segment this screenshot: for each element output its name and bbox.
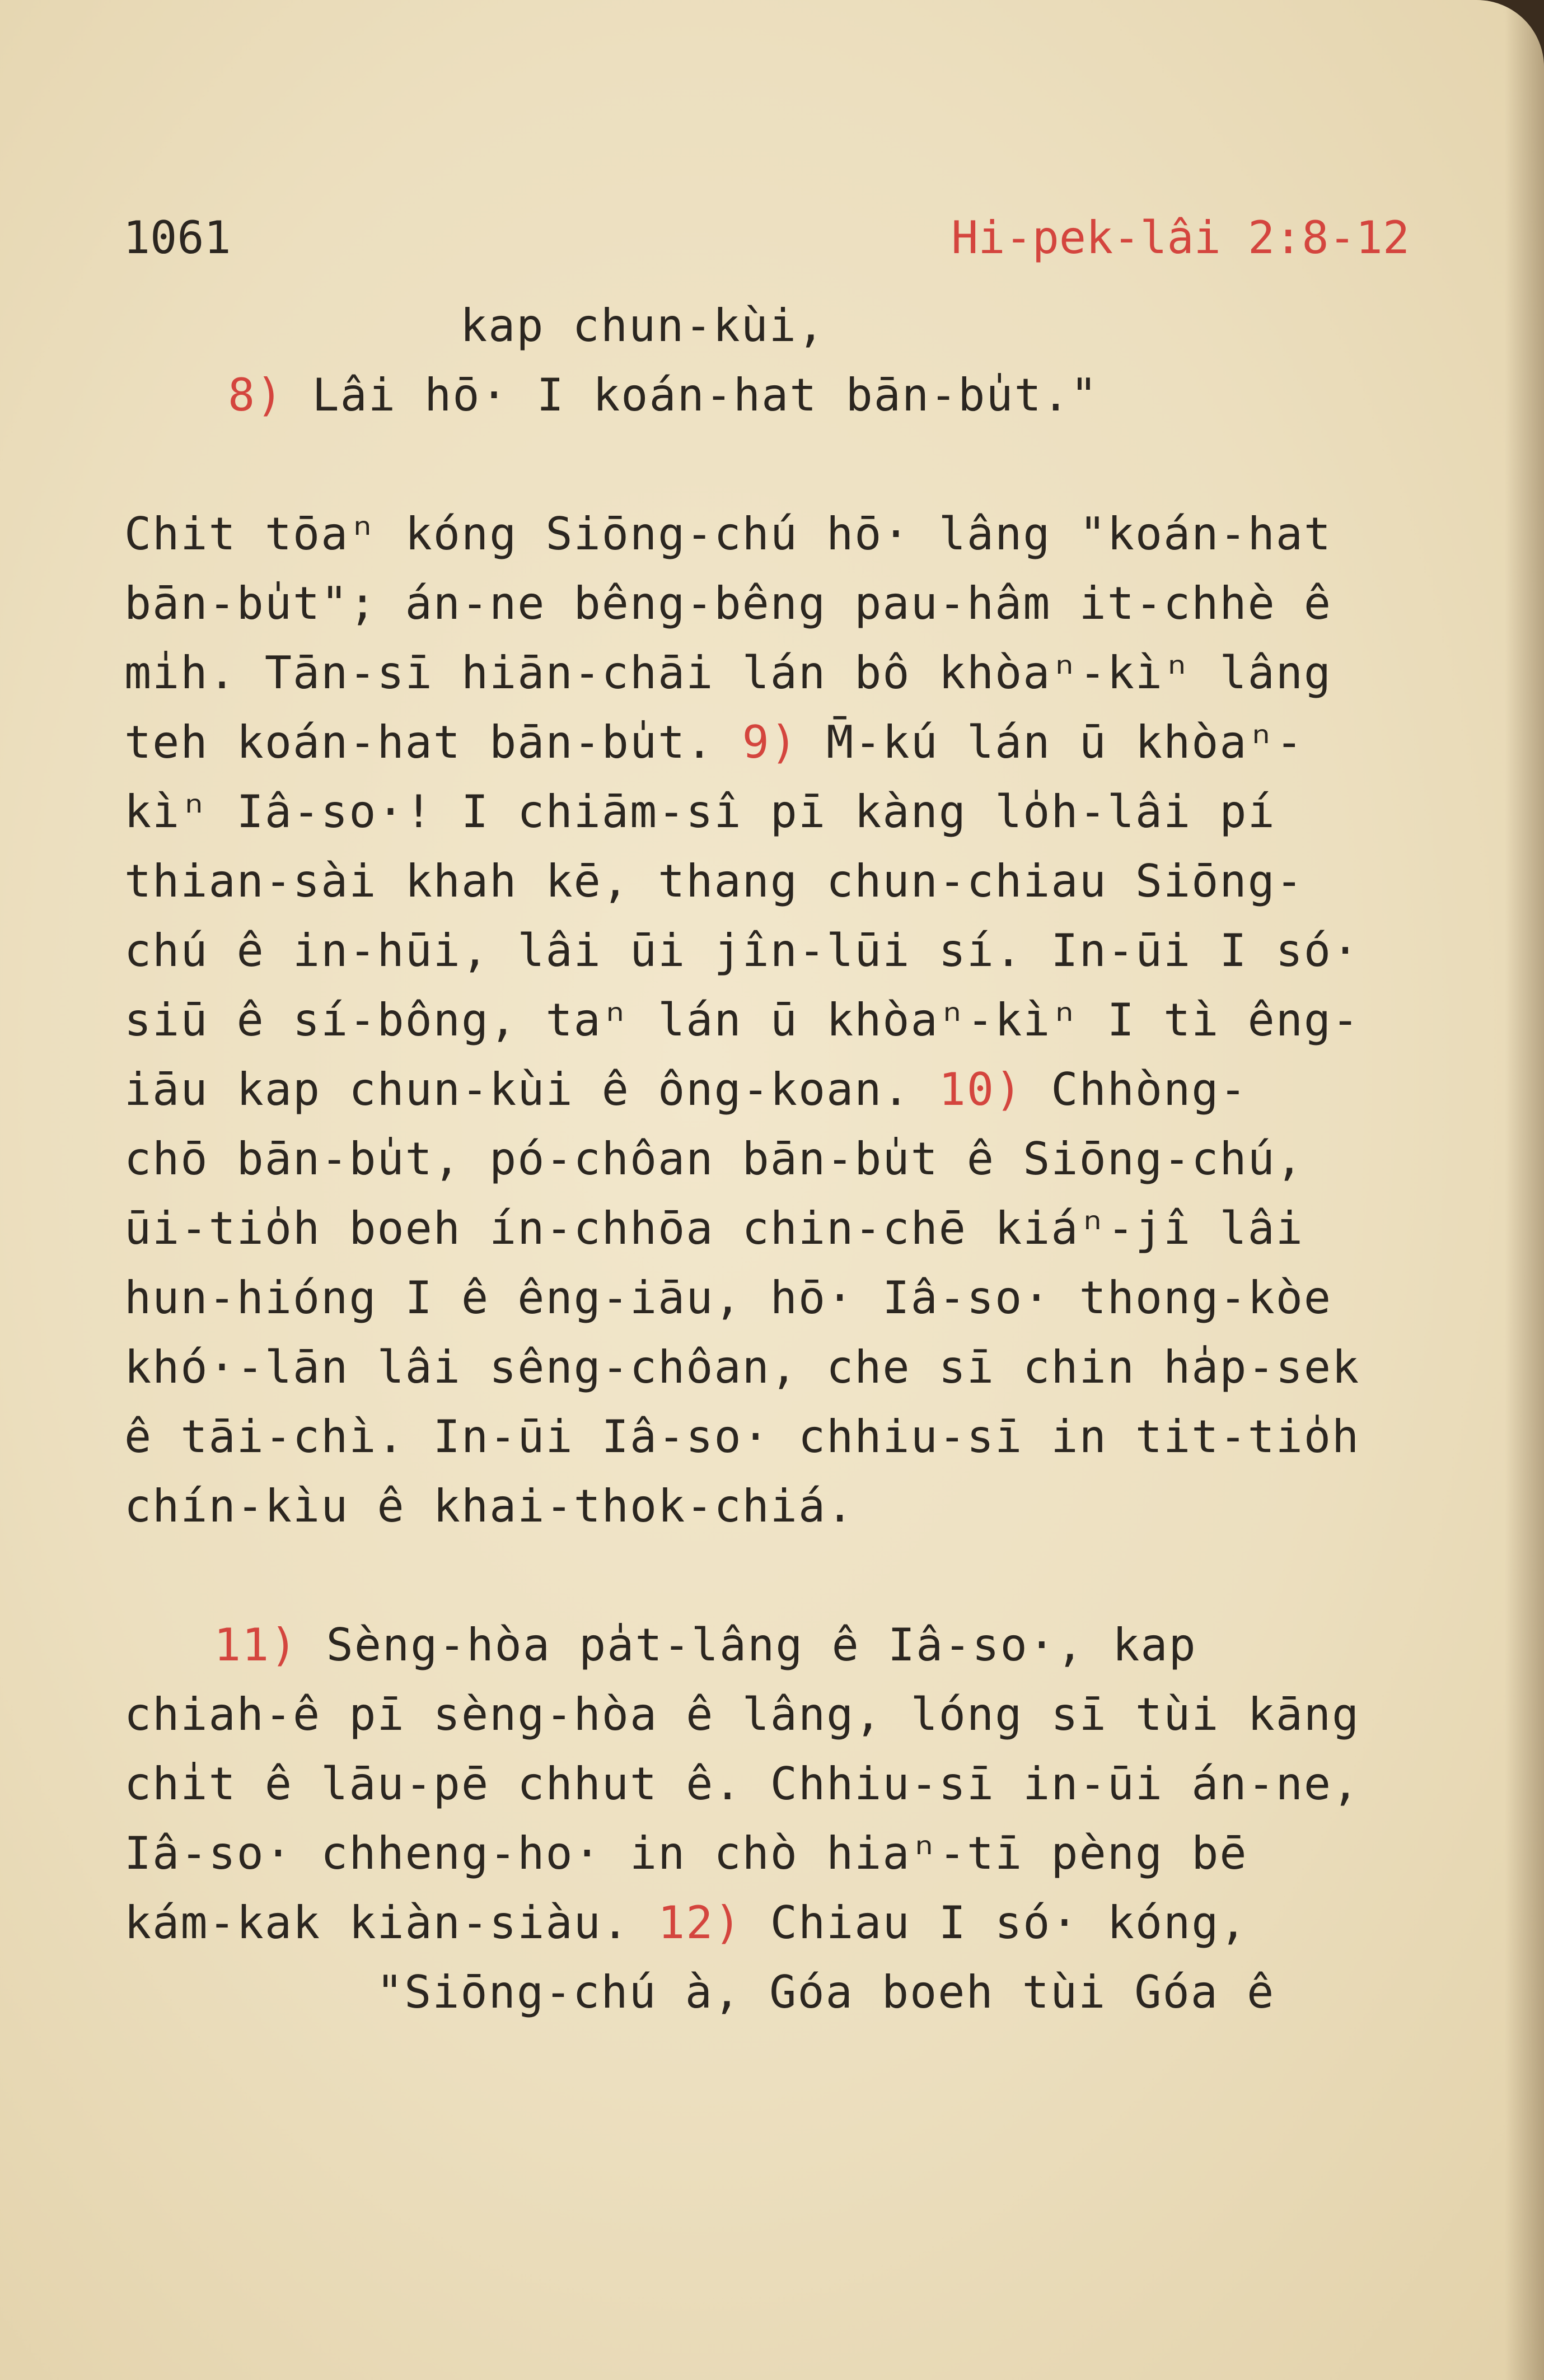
page-header <box>123 207 1410 269</box>
text-line <box>124 1124 1412 1194</box>
text-segment: siū ê sí-bông, taⁿ lán ū khòaⁿ-kìⁿ I tì êng- <box>124 994 1360 1046</box>
text-line <box>124 1680 1412 1749</box>
text-segment: Chiau I só· kóng, <box>742 1897 1248 1949</box>
verse-number: 9) <box>742 716 798 768</box>
paragraph-gap <box>124 430 1412 500</box>
text-segment: Sèng-hòa pa̍t-lâng ê Iâ-so·, kap <box>298 1619 1197 1671</box>
text-segment: chō bān-bu̍t, pó-chôan bān-bu̍t ê Siōng-chú, <box>124 1133 1304 1185</box>
text-line <box>124 916 1412 986</box>
text-segment: thian-sài khah kē, thang chun-chiau Siōng- <box>124 855 1304 907</box>
body-text <box>124 291 1412 2027</box>
text-segment: kap chun-kùi, <box>460 300 826 352</box>
verse-number: 8) <box>228 369 284 421</box>
text-segment: mi̍h. Tān-sī hiān-chāi lán bô khòaⁿ-kìⁿ lâng <box>124 647 1332 699</box>
text-line <box>124 1055 1412 1124</box>
text-line <box>124 777 1412 847</box>
page-edge-shadow <box>1505 0 1544 2380</box>
text-line <box>124 1263 1412 1333</box>
text-line <box>124 291 1412 361</box>
text-segment: ê tāi-chì. In-ūi Iâ-so· chhiu-sī in tit-tio̍h <box>124 1411 1360 1463</box>
text-segment: Chit tōaⁿ kóng Siōng-chú hō· lâng "koán-hat <box>124 508 1332 560</box>
text-line <box>124 1402 1412 1472</box>
text-segment: Lâi hō· I koán-hat bān-bu̍t." <box>284 369 1099 421</box>
text-segment: Iâ-so· chheng-ho· in chò hiaⁿ-tī pèng bē <box>124 1827 1248 1879</box>
text-segment: chi̍t ê lāu-pē chhut ê. Chhiu-sī in-ūi án-ne, <box>124 1758 1360 1810</box>
text-segment: kám-kak kiàn-siàu. <box>124 1897 658 1949</box>
text-line <box>124 638 1412 708</box>
text-segment: bān-bu̍t"; án-ne bêng-bêng pau-hâm it-chhè ê <box>124 577 1332 629</box>
text-segment: iāu kap chun-kùi ê ông-koan. <box>124 1063 939 1116</box>
text-line <box>124 1888 1412 1958</box>
text-line <box>124 1611 1412 1680</box>
text-segment: khó·-lān lâi sêng-chôan, che sī chin ha̍p-sek <box>124 1341 1360 1393</box>
text-line <box>124 847 1412 916</box>
text-line <box>124 361 1412 430</box>
text-line <box>124 569 1412 638</box>
text-line <box>124 1819 1412 1888</box>
text-segment: "Siōng-chú à, Góa boeh tùi Góa ê <box>376 1966 1275 2018</box>
text-line <box>124 1958 1412 2027</box>
text-line <box>124 986 1412 1055</box>
verse-number: 12) <box>658 1897 742 1949</box>
text-segment: M̄-kú lán ū khòaⁿ- <box>798 716 1304 768</box>
text-segment: hun-hióng I ê êng-iāu, hō· Iâ-so· thong-kòe <box>124 1272 1332 1324</box>
text-segment: ūi-tio̍h boeh ín-chhōa chin-chē kiáⁿ-jî lâi <box>124 1202 1304 1254</box>
text-line <box>124 708 1412 777</box>
text-line <box>124 1749 1412 1819</box>
text-segment: chú ê in-hūi, lâi ūi jîn-lūi sí. In-ūi I só· <box>124 925 1360 977</box>
text-line <box>124 1472 1412 1541</box>
verse-number: 10) <box>938 1063 1023 1116</box>
verse-number: 11) <box>214 1619 298 1671</box>
page-number: 1061 <box>123 212 231 264</box>
text-segment: Chhòng- <box>1023 1063 1248 1116</box>
running-head: Hi-pek-lâi 2:8-12 <box>951 212 1410 264</box>
text-segment: chiah-ê pī sèng-hòa ê lâng, lóng sī tùi kāng <box>124 1688 1360 1740</box>
text-segment: kìⁿ Iâ-so·! I chiām-sî pī kàng lo̍h-lâi pí <box>124 786 1276 838</box>
text-segment: teh koán-hat bān-bu̍t. <box>124 716 742 768</box>
text-segment: chín-kìu ê khai-thok-chiá. <box>124 1480 855 1532</box>
text-line <box>124 500 1412 569</box>
text-line <box>124 1194 1412 1263</box>
text-line <box>124 1333 1412 1402</box>
paragraph-gap <box>124 1541 1412 1611</box>
